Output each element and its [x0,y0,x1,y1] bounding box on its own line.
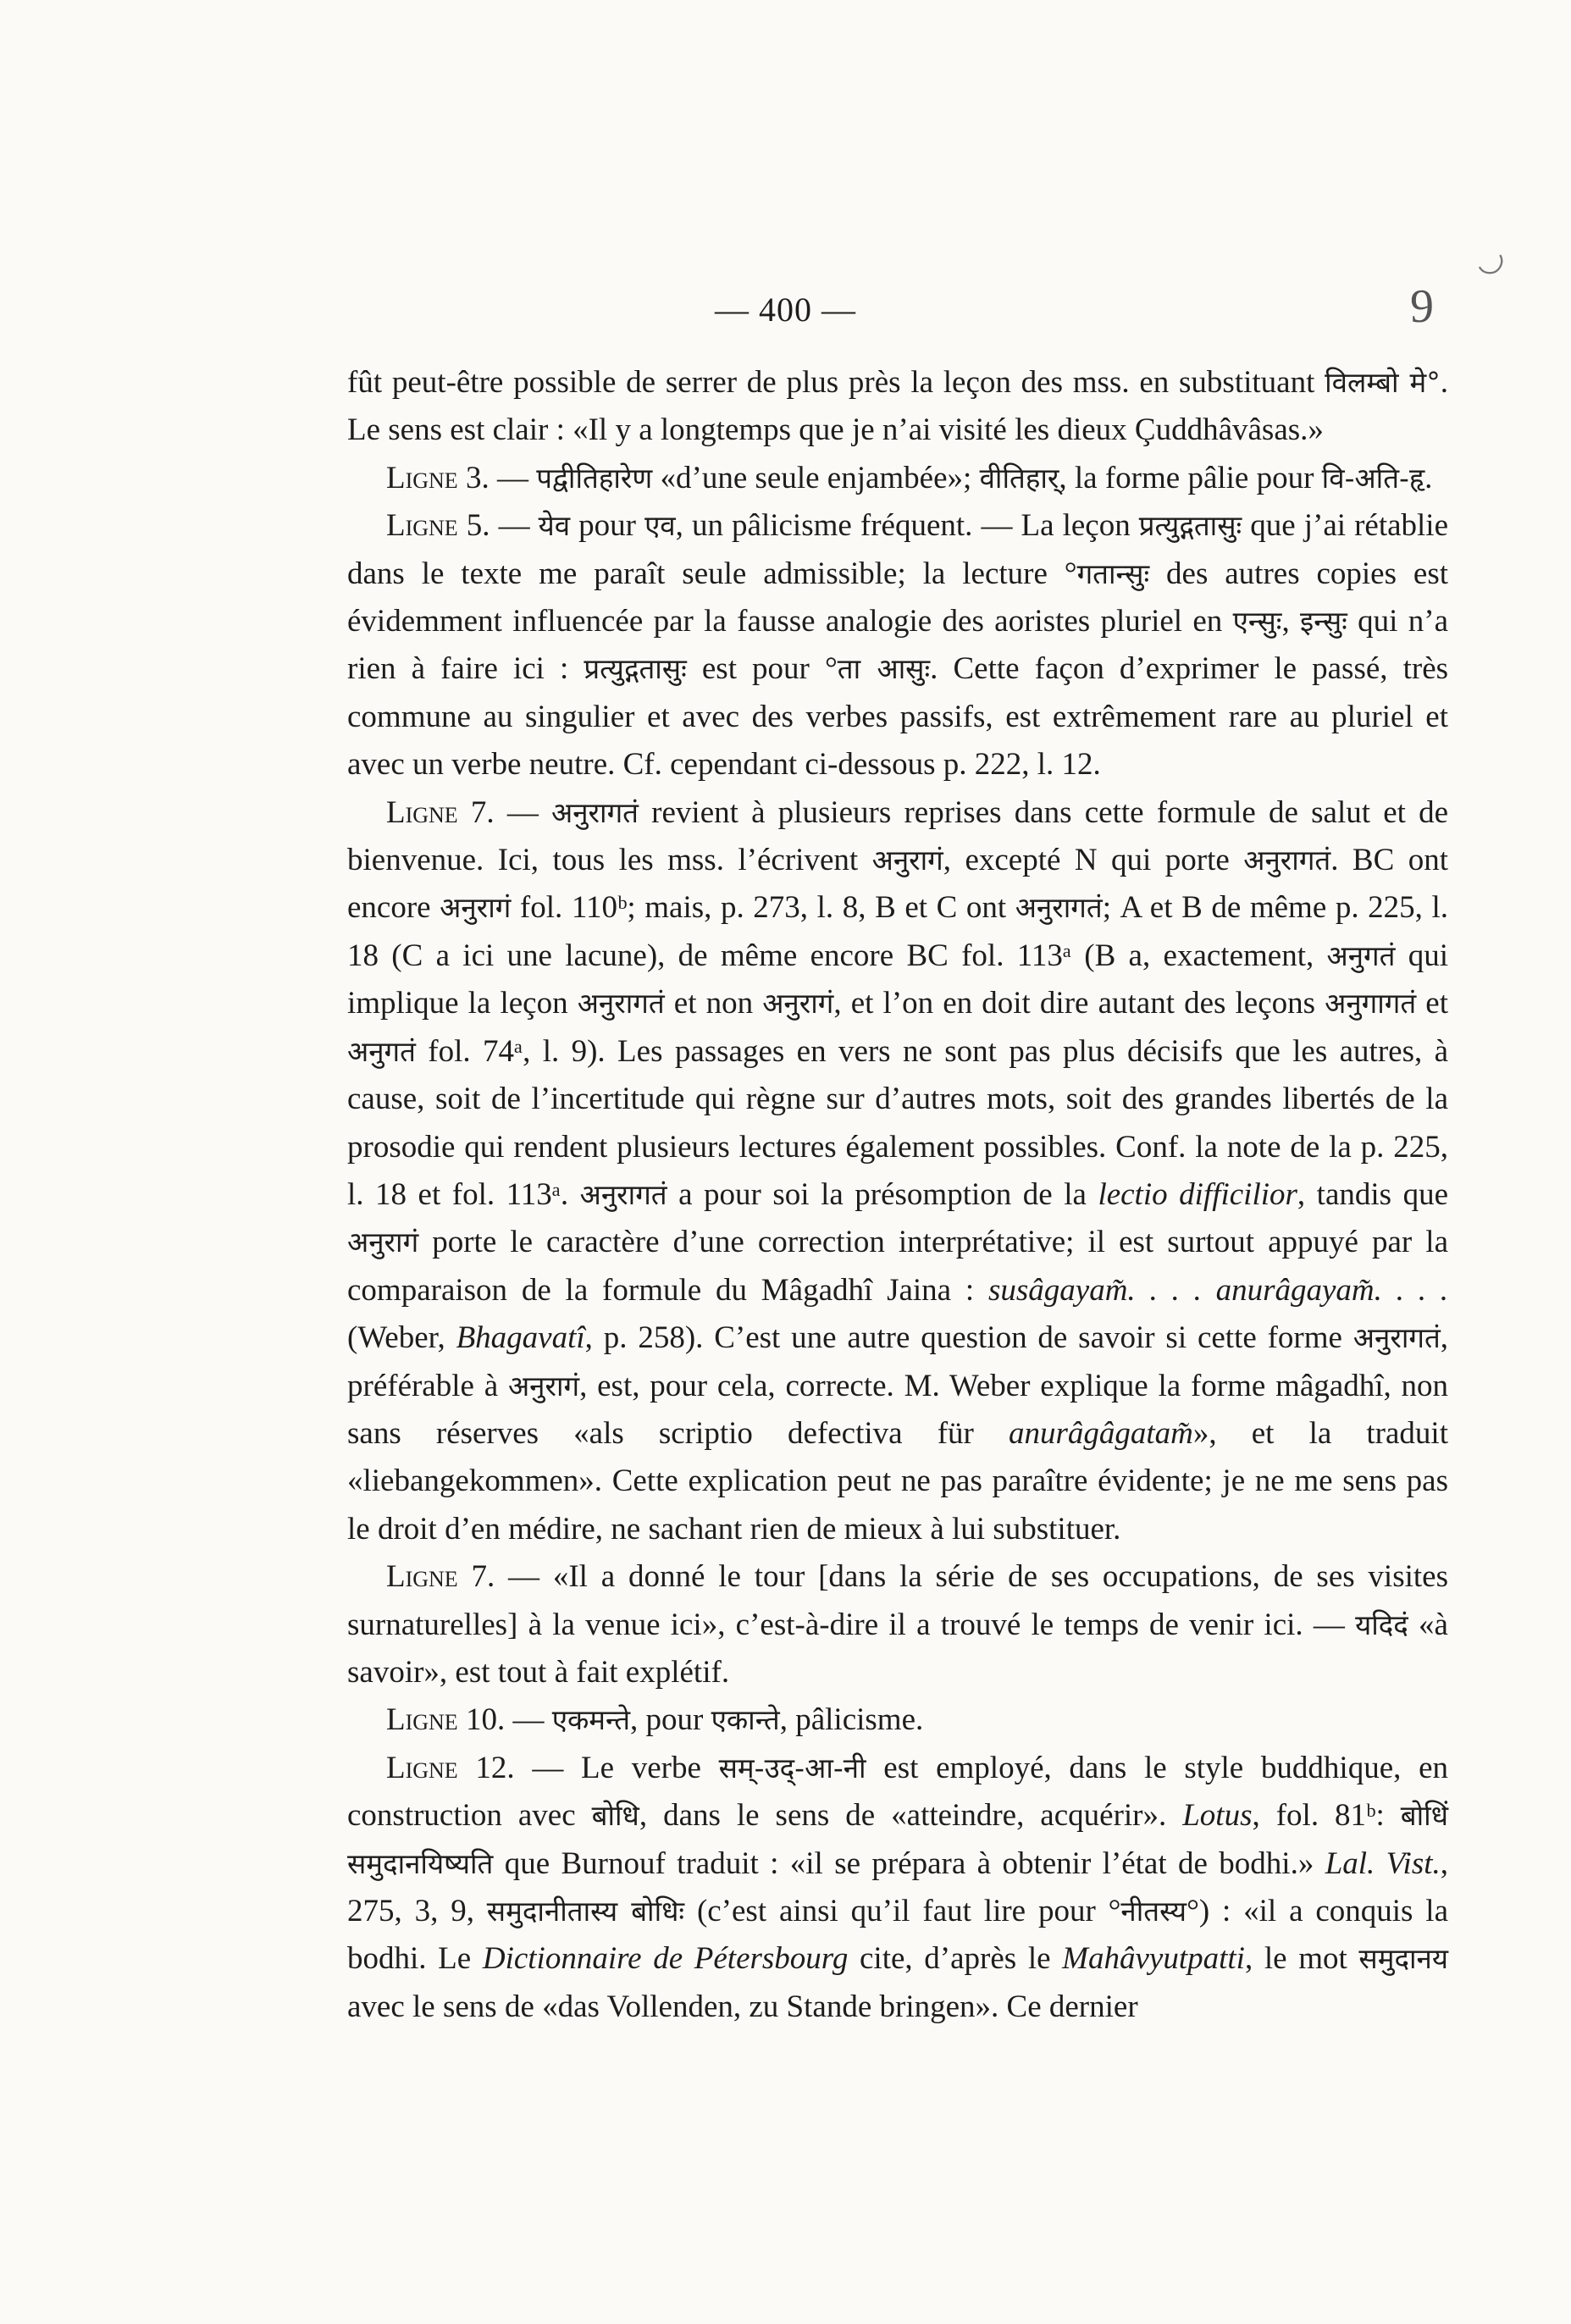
text-run: 3. — [457,460,537,495]
paragraph-ligne-10 [347,1696,1448,1744]
devanagari-term: अनुरागतं [551,795,639,829]
text-run: °) : «il a conquis la bodhi. Le [347,1894,1448,1977]
paragraph-ligne-7-formula [347,789,1448,1554]
paragraph-continuation [347,359,1448,455]
devanagari-term: वीतिहार् [979,461,1059,495]
italic-citation: anurâgâgatam̃ [1008,1415,1193,1451]
devanagari-term: अनुरागतं [577,987,665,1021]
text-run: (c’est ainsi qu’il faut lire pour ° [684,1894,1121,1928]
devanagari-term: अनुरागतं [579,1177,667,1211]
devanagari-term: अनुगतं [347,1034,416,1068]
text-run: «d’une seule enjambée»; [652,460,980,495]
text-run: , tandis que [1297,1176,1448,1212]
text-run: que Burnouf traduit : «il se prépara à obtenir l’état de bodhi.» [493,1845,1325,1881]
devanagari-term: एन्सुः [1232,605,1282,639]
text-run: 10. — [457,1702,552,1738]
text-run: 5. — [457,508,539,544]
text-run: , préférable à [347,1320,1449,1403]
text-run: qui n’a rien à faire ici : [347,604,1448,687]
devanagari-term: बोधि [591,1799,639,1833]
page-number: — 400 — [715,290,856,329]
devanagari-term: इन्सुः [1300,605,1347,639]
text-run: a pour soi la présomption de la [667,1176,1098,1212]
devanagari-term: विलम्बो मे° [1325,366,1441,399]
text-run: cite, d’après le [848,1941,1063,1977]
text-run: fût peut-être possible de serrer de plus près la leçon des mss. en substituant [347,365,1325,400]
text-run: , et l’on en doit dire autant des leçons [833,986,1325,1021]
text-run: , dans le sens de «atteindre, acquérir». [639,1798,1183,1834]
line-reference-label: Ligne [386,1559,458,1595]
italic-citation: lectio difficilior [1098,1176,1297,1212]
text-run: , p. 258). C’est une autre question de savoir si cette forme [584,1320,1353,1356]
text-run: ; A et B de même p. 225, l. 18 (C a ici une lacune), de même encore BC fol. 113ᵃ (B a, exactement, [347,890,1448,973]
text-run: , excepté N qui porte [943,843,1244,878]
devanagari-term: अनुरागतं [1243,844,1331,877]
devanagari-term: एकमन्ते [551,1703,631,1737]
text-run: 7. — [457,794,552,830]
text-run: (Weber, [347,1320,456,1356]
devanagari-term: गतान्सुः [1076,556,1150,590]
italic-citation: susâgayam̃. . . . anurâgayam̃. . . . [987,1272,1448,1308]
text-run: «à savoir», est tout à fait explétif. [347,1607,1448,1690]
italic-citation: Dictionnaire de Pétersbourg [482,1941,849,1977]
text-run: . Le sens est clair : «Il y a longtemps que je n’ai visité les dieux Çuddhâvâsas.» [347,365,1448,448]
paragraph-ligne-3 [347,455,1448,502]
devanagari-term: पद्वीतिहारेण [536,461,653,495]
italic-citation: Bhagavatî [456,1320,585,1356]
line-reference-label: Ligne [386,508,458,544]
text-run: fol. 110ᵇ; mais, p. 273, l. 8, B et C ont [511,890,1015,926]
text-run: , 275, 3, 9, [347,1845,1448,1928]
italic-citation: Lal. Vist. [1325,1845,1441,1881]
devanagari-term: अनुरागं [507,1369,580,1403]
devanagari-term: प्रत्युद्गतासुः [1138,509,1242,543]
devanagari-term: अनुरागं [347,1226,419,1259]
paragraph-ligne-12 [347,1745,1448,2031]
commentary-text [347,359,1448,2031]
text-run: fol. 74ᵃ, l. 9). Les passages en vers ne sont pas plus décisifs que les autres, à cause, soit de l’incertitude qui règne sur d’autres mots, soit des grandes libertés de la prosodie qui rendent plusieurs lectures également possibles. Conf. la note de la p. 225, l. 18 et fol. 113ᵃ. [347,1033,1448,1212]
text-run: et [1416,986,1449,1021]
devanagari-term: एव [644,509,676,543]
text-run: et non [664,986,763,1021]
text-run: des autres copies est évidemment influencée par la fausse analogie des aoristes pluriel en [347,556,1448,639]
text-run: , pour [630,1702,711,1738]
text-run: , pâlicisme. [779,1702,924,1738]
devanagari-term: अनुरागं [440,891,512,925]
text-run: est pour ° [686,651,838,687]
devanagari-term: अनुरागतं [1352,1321,1441,1355]
devanagari-term: वि-अति-हृ [1321,461,1425,495]
text-run: », et la traduit «liebangekommen». Cette explication peut ne pas paraître évidente; je ne me sens pas le droit d’en médire, ne sachant rien de mieux à lui substituer. [347,1415,1448,1547]
italic-citation: Lotus [1182,1798,1253,1834]
text-run: . Cette façon d’exprimer le passé, très commune au singulier et avec des verbes passifs, est extrêmement rare au pluriel et avec un verbe neutre. Cf. cependant ci-dessous p. 222, l. 12. [347,651,1449,783]
text-run: , est, pour cela, correcte. M. Weber explique la forme mâgadhî, non sans réserves «als scriptio defectiva für [347,1368,1449,1451]
line-reference-label: Ligne [386,794,458,830]
text-run: , le mot [1244,1941,1359,1977]
text-run: 7. — «Il a donné le tour [dans la série de ses occupations, de ses visites surnaturelles] à la venue ici», c’est-à-dire il a trouvé le temps de venir ici. — [347,1559,1448,1642]
devanagari-term: यदिदं [1355,1607,1408,1641]
text-run: . [1424,460,1433,495]
italic-citation: Mahâvyutpatti [1062,1941,1245,1977]
text-run: pour [570,508,645,544]
text-run: , la forme pâlie pour [1059,460,1322,495]
text-run: 12. — Le verbe [457,1750,719,1785]
text-run: qui implique la leçon [347,938,1449,1021]
devanagari-term: नीतस्य [1120,1895,1187,1928]
text-run: , [1281,604,1301,639]
paragraph-ligne-7-tour [347,1553,1448,1696]
line-reference-label: Ligne [386,1750,458,1785]
text-run: , un pâlicisme fréquent. — La leçon [675,508,1139,544]
text-run: revient à plusieurs reprises dans cette formule de salut et de bienvenue. Ici, tous les mss. l’écrivent [347,794,1449,878]
devanagari-term: समुदानय [1358,1942,1448,1976]
devanagari-term: प्रत्युद्गतासुः [584,652,687,686]
devanagari-term: अनुरागतं [1015,891,1103,925]
devanagari-term: ता आसुः [837,652,931,686]
line-reference-label: Ligne [386,460,458,495]
devanagari-term: समुदानीतास्य बोधिः [486,1895,685,1928]
devanagari-term: अनुरागं [871,844,943,877]
text-run: avec le sens de «das Vollenden, zu Stande bringen». Ce dernier [347,1989,1138,2024]
line-reference-label: Ligne [386,1702,458,1738]
margin-pencil-flourish: ◡ [1466,235,1511,283]
devanagari-term: बोधिं समुदानयिष्यति [347,1799,1448,1880]
margin-pencil-mark: 9 [1410,280,1434,333]
paragraph-ligne-5 [347,502,1448,788]
text-run: porte le caractère d’une correction interprétative; il est surtout appuyé par la comparaison de la formule du Mâgadhî Jaina : [347,1225,1448,1308]
devanagari-term: एकान्ते [711,1703,780,1737]
devanagari-term: अनुगतं [1326,938,1396,972]
devanagari-term: सम्-उद्-आ-नी [718,1751,866,1784]
text-run: que j’ai rétablie dans le texte me paraît seule admissible; la lecture ° [347,508,1449,591]
text-run: est employé, dans le style buddhique, en construction avec [347,1750,1448,1834]
devanagari-term: येव [538,509,571,543]
devanagari-term: अनुरागं [762,987,834,1021]
text-run: . BC ont encore [347,843,1448,926]
devanagari-term: अनुगागतं [1325,987,1417,1021]
text-run: , fol. 81ᵇ: [1252,1798,1401,1834]
